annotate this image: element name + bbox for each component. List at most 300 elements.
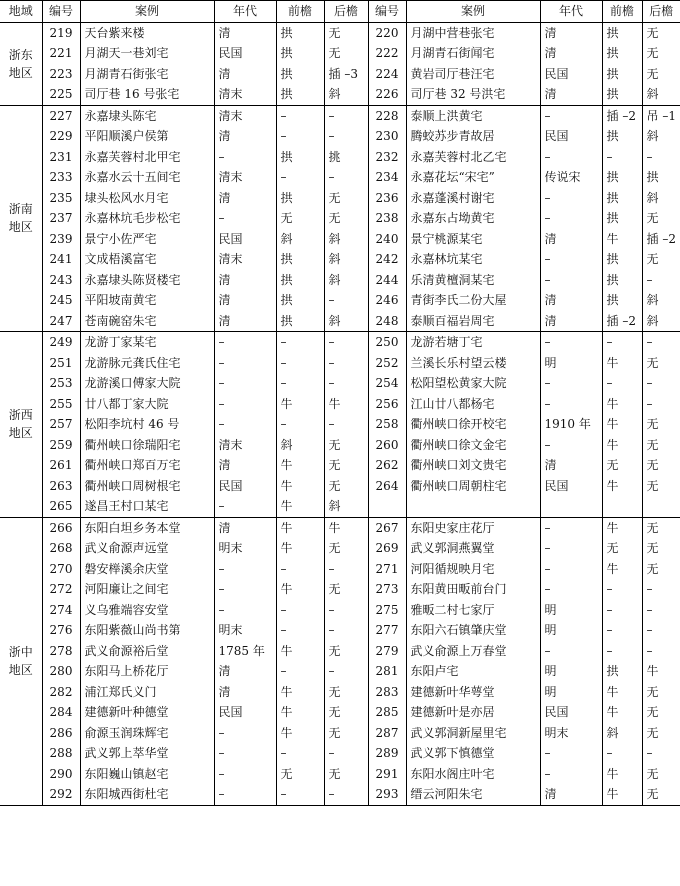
cell-front-eave-left: 牛 (276, 394, 324, 415)
cell-back-eave-left: 牛 (324, 517, 368, 538)
table-row (0, 723, 680, 744)
cell-era-right: – (540, 538, 602, 559)
cell-number-right: 246 (368, 290, 406, 311)
region-label: 浙东 地区 (0, 22, 42, 105)
cell-number-right: 281 (368, 661, 406, 682)
table-row (0, 105, 680, 126)
cell-front-eave-right: 插 –2 (602, 311, 642, 332)
cell-front-eave-right: 拱 (602, 126, 642, 147)
region-group (0, 105, 680, 332)
cell-era-left: 清末 (214, 167, 276, 188)
cell-case-right: 雅畈二村七家厅 (406, 600, 540, 621)
cell-era-right: 民国 (540, 126, 602, 147)
cell-era-left: 明末 (214, 620, 276, 641)
cell-era-right: 清 (540, 784, 602, 805)
table-row (0, 661, 680, 682)
cell-era-right: 清 (540, 43, 602, 64)
cell-era-right: 民国 (540, 476, 602, 497)
cell-front-eave-left: – (276, 332, 324, 353)
cell-front-eave-left: 拱 (276, 147, 324, 168)
cell-era-left: 清 (214, 661, 276, 682)
cell-front-eave-left: – (276, 414, 324, 435)
table-row (0, 229, 680, 250)
cell-era-left: – (214, 353, 276, 374)
cell-front-eave-left: – (276, 559, 324, 580)
cell-era-right: – (540, 764, 602, 785)
cell-number-left: 272 (49, 582, 73, 596)
cell-era-left: 清 (214, 22, 276, 43)
cell-era-right: 清 (540, 22, 602, 43)
cell-case-left: 磐安榉溪余庆堂 (80, 559, 214, 580)
table-row (0, 188, 680, 209)
cell-number-left: 288 (49, 746, 73, 760)
cell-front-eave-left: 拱 (276, 84, 324, 105)
cell-front-eave-left: – (276, 600, 324, 621)
cell-back-eave-right: – (642, 620, 680, 641)
cell-front-eave-right: 无 (602, 455, 642, 476)
cell-number-left: 245 (49, 293, 73, 307)
cell-case-left: 龙游丁家某宅 (80, 332, 214, 353)
cell-number-right: 238 (368, 208, 406, 229)
cell-number-left: 282 (49, 684, 73, 699)
cell-number-right: 226 (368, 84, 406, 105)
cell-era-left: 民国 (214, 476, 276, 497)
cell-back-eave-right: 无 (642, 764, 680, 785)
cell-era-left: 明末 (214, 538, 276, 559)
cell-case-right: 东阳水阁庄叶宅 (406, 764, 540, 785)
cell-case-right: 衢州峡口徐文金宅 (406, 435, 540, 456)
cell-front-eave-left: 斜 (276, 229, 324, 250)
cell-case-left: 永嘉芙蓉村北甲宅 (80, 147, 214, 168)
cell-case-left: 东阳巍山镇赵宅 (80, 764, 214, 785)
cell-back-eave-right: 牛 (642, 661, 680, 682)
cell-front-eave-left: – (276, 661, 324, 682)
cell-case-right: 泰顺上洪黄宅 (406, 105, 540, 126)
cell-number-left: 259 (49, 437, 73, 452)
cell-era-right: 清 (540, 229, 602, 250)
cell-back-eave-left: – (324, 290, 368, 311)
cell-number-right: 258 (368, 414, 406, 435)
cell-case-left: 衢州峡口周树根宅 (80, 476, 214, 497)
table-row (0, 290, 680, 311)
cell-front-eave-right: 拱 (602, 208, 642, 229)
cell-back-eave-right: – (642, 579, 680, 600)
header-front-eave-right: 前檐 (602, 1, 642, 23)
table-row (0, 332, 680, 353)
cell-back-eave-left: 无 (324, 435, 368, 456)
cell-era-right: 民国 (540, 702, 602, 723)
cell-back-eave-right: 无 (642, 414, 680, 435)
cell-front-eave-right: 拱 (602, 22, 642, 43)
cell-case-right: 腾蛟苏步青故居 (406, 126, 540, 147)
cell-case-right: 景宁桃源某宅 (406, 229, 540, 250)
cell-number-left: 255 (49, 396, 73, 411)
cell-back-eave-left: – (324, 743, 368, 764)
cell-number-right: 293 (368, 784, 406, 805)
cell-case-left: 浦江郑氏义门 (80, 682, 214, 703)
cell-front-eave-right: 拱 (602, 290, 642, 311)
cell-era-right: 明 (540, 661, 602, 682)
cell-front-eave-left: 拱 (276, 311, 324, 332)
cell-era-right: 传说宋 (540, 167, 602, 188)
table-row (0, 64, 680, 85)
region-group (0, 332, 680, 518)
cell-number-left: 265 (49, 499, 73, 513)
cell-back-eave-right: – (642, 600, 680, 621)
cell-back-eave-right: – (642, 641, 680, 662)
cell-era-left: 清 (214, 188, 276, 209)
header-case-right: 案例 (406, 1, 540, 23)
cell-case-right: 永嘉芙蓉村北乙宅 (406, 147, 540, 168)
cell-back-eave-left: 无 (324, 702, 368, 723)
cell-back-eave-left: 无 (324, 682, 368, 703)
cell-number-left: 221 (49, 46, 73, 60)
cell-number-right: 291 (368, 764, 406, 785)
cell-front-eave-left: 拱 (276, 188, 324, 209)
cell-front-eave-right: 牛 (602, 702, 642, 723)
cell-era-right: – (540, 270, 602, 291)
cell-back-eave-right: 斜 (642, 188, 680, 209)
cell-number-left: 278 (49, 643, 73, 658)
cell-case-left: 遂昌王村口某宅 (80, 496, 214, 517)
cell-case-left: 松阳李坑村 46 号 (80, 414, 214, 435)
cell-era-right (540, 496, 602, 517)
cell-back-eave-left: – (324, 559, 368, 580)
cell-front-eave-left: 无 (276, 764, 324, 785)
cell-case-left: 东阳城西街杜宅 (80, 784, 214, 805)
region-group (0, 22, 680, 105)
cell-case-left: 东阳马上桥花厅 (80, 661, 214, 682)
table-header (0, 1, 680, 23)
cell-front-eave-left: – (276, 743, 324, 764)
table-row (0, 620, 680, 641)
cell-era-right: – (540, 249, 602, 270)
cell-back-eave-left: – (324, 784, 368, 805)
cell-front-eave-left: – (276, 620, 324, 641)
header-row (0, 1, 680, 23)
cell-number-left: 227 (42, 105, 80, 126)
cell-era-left: 民国 (214, 229, 276, 250)
cell-back-eave-left: – (324, 414, 368, 435)
table-row (0, 311, 680, 332)
cell-era-right: – (540, 579, 602, 600)
cell-back-eave-right: 斜 (642, 126, 680, 147)
cell-front-eave-left: 拱 (276, 64, 324, 85)
cell-case-right: 月湖中营巷张宅 (406, 22, 540, 43)
cell-era-left: – (214, 208, 276, 229)
cell-number-right: 228 (368, 105, 406, 126)
cell-back-eave-right: 无 (642, 43, 680, 64)
cell-back-eave-right: 斜 (642, 84, 680, 105)
cell-back-eave-right: 无 (642, 455, 680, 476)
cell-number-right: 289 (368, 743, 406, 764)
table-row (0, 743, 680, 764)
cell-front-eave-right: – (602, 600, 642, 621)
cell-front-eave-left: 拱 (276, 22, 324, 43)
cell-front-eave-left: – (276, 167, 324, 188)
table-row (0, 22, 680, 43)
region-label: 浙南 地区 (0, 105, 42, 332)
cell-front-eave-right: 拱 (602, 64, 642, 85)
cell-number-left: 292 (49, 787, 73, 801)
cell-era-left: 清末 (214, 249, 276, 270)
cell-era-left: 清 (214, 517, 276, 538)
cell-case-right (406, 496, 540, 517)
header-front-eave-left: 前檐 (276, 1, 324, 23)
cell-era-right: – (540, 188, 602, 209)
cell-case-left: 衢州峡口郑百万宅 (80, 455, 214, 476)
cell-era-left: – (214, 559, 276, 580)
cell-case-right: 东阳六石镇肇庆堂 (406, 620, 540, 641)
cell-back-eave-right: 吊 –1 (642, 105, 680, 126)
cell-number-left: 251 (49, 355, 73, 370)
cell-back-eave-left: – (324, 620, 368, 641)
cell-case-right: 缙云河阳朱宅 (406, 784, 540, 805)
cell-number-left: 243 (49, 272, 73, 287)
table-row (0, 496, 680, 517)
cell-front-eave-right: 牛 (602, 682, 642, 703)
cell-number-right: 236 (368, 188, 406, 209)
cell-back-eave-left: 无 (324, 579, 368, 600)
table-row (0, 784, 680, 805)
cell-back-eave-left: – (324, 373, 368, 394)
cell-era-left: 清末 (214, 105, 276, 126)
cell-back-eave-right: 无 (642, 249, 680, 270)
cell-era-left: – (214, 394, 276, 415)
cell-back-eave-right: 无 (642, 476, 680, 497)
cell-case-left: 龙游溪口傅家大院 (80, 373, 214, 394)
cell-back-eave-right: 无 (642, 702, 680, 723)
cell-front-eave-right: 拱 (602, 270, 642, 291)
cell-back-eave-left: – (324, 600, 368, 621)
cell-era-left: 清 (214, 290, 276, 311)
cell-back-eave-right: 插 –2 (642, 229, 680, 250)
cell-case-right: 建德新叶华萼堂 (406, 682, 540, 703)
table-row (0, 600, 680, 621)
header-back-eave-right: 后檐 (642, 1, 680, 23)
cell-number-right: 277 (368, 620, 406, 641)
table-row (0, 517, 680, 538)
cell-era-right: – (540, 147, 602, 168)
cell-case-right: 黄岩司厅巷汪宅 (406, 64, 540, 85)
cell-case-right: 武义郭下慎德堂 (406, 743, 540, 764)
cell-front-eave-right: 牛 (602, 559, 642, 580)
cell-number-right: 283 (368, 682, 406, 703)
cell-era-left: – (214, 332, 276, 353)
cell-front-eave-left: 牛 (276, 476, 324, 497)
cell-era-right: – (540, 435, 602, 456)
cell-era-left: 清 (214, 64, 276, 85)
cell-case-right: 月湖青石街闻宅 (406, 43, 540, 64)
cell-era-left: – (214, 579, 276, 600)
cell-number-left: 266 (42, 517, 80, 538)
cell-number-left: 235 (49, 190, 73, 205)
cell-front-eave-right: 拱 (602, 167, 642, 188)
cell-case-left: 永嘉埭头陈宅 (80, 105, 214, 126)
cell-case-right: 衢州峡口刘文贵宅 (406, 455, 540, 476)
cell-number-left: 270 (49, 561, 73, 576)
cell-back-eave-left: 挑 (324, 147, 368, 168)
cell-number-right (368, 496, 406, 517)
cell-era-right: 明 (540, 353, 602, 374)
cell-case-right: 永嘉东占坳黄宅 (406, 208, 540, 229)
cell-case-left: 俞源玉润珠辉宅 (80, 723, 214, 744)
cell-number-left: 280 (49, 664, 73, 678)
table-row (0, 559, 680, 580)
table-row (0, 394, 680, 415)
cell-case-left: 廿八都丁家大院 (80, 394, 214, 415)
cell-front-eave-right: 拱 (602, 661, 642, 682)
cell-era-left: – (214, 373, 276, 394)
cell-case-right: 衢州峡口周朝柱宅 (406, 476, 540, 497)
cell-case-right: 松阳望松黄家大院 (406, 373, 540, 394)
cell-back-eave-left: – (324, 105, 368, 126)
cell-number-left: 233 (49, 170, 73, 184)
cell-era-right: 明 (540, 600, 602, 621)
cell-front-eave-right: 牛 (602, 394, 642, 415)
cell-number-left: 261 (49, 458, 73, 472)
table-row (0, 476, 680, 497)
cell-front-eave-left: 斜 (276, 435, 324, 456)
cell-case-right: 司厅巷 32 号洪宅 (406, 84, 540, 105)
cell-front-eave-right: 斜 (602, 723, 642, 744)
cell-back-eave-right: 无 (642, 559, 680, 580)
cell-number-left: 219 (49, 25, 73, 40)
cell-front-eave-left: 牛 (276, 723, 324, 744)
cell-back-eave-left: 牛 (324, 394, 368, 415)
cell-back-eave-left: 无 (324, 208, 368, 229)
cell-back-eave-left: 斜 (324, 311, 368, 332)
cell-era-left: 清末 (214, 435, 276, 456)
cell-number-right: 256 (368, 394, 406, 415)
cell-era-right: 民国 (540, 64, 602, 85)
cell-back-eave-left: 斜 (324, 229, 368, 250)
cell-back-eave-left: – (324, 353, 368, 374)
region-label: 浙中 地区 (0, 517, 42, 805)
cell-front-eave-right: 拱 (602, 249, 642, 270)
cell-number-right: 232 (368, 147, 406, 168)
cell-front-eave-left: 牛 (276, 702, 324, 723)
table-row (0, 43, 680, 64)
cell-number-left: 284 (49, 705, 73, 719)
cell-number-right: 244 (368, 270, 406, 291)
cell-era-left: – (214, 764, 276, 785)
cell-case-left: 天台紫来楼 (80, 22, 214, 43)
cell-front-eave-left: 牛 (276, 538, 324, 559)
cell-era-right: 明 (540, 620, 602, 641)
cell-era-right: – (540, 743, 602, 764)
cell-era-left: – (214, 600, 276, 621)
cell-case-left: 义乌雅端容安堂 (80, 600, 214, 621)
table-row (0, 538, 680, 559)
cell-back-eave-left: – (324, 126, 368, 147)
cell-number-right: 240 (368, 229, 406, 250)
cell-back-eave-left: 无 (324, 764, 368, 785)
cell-case-left: 龙游脉元龚氏住宅 (80, 353, 214, 374)
cell-back-eave-right: 无 (642, 208, 680, 229)
cell-number-left: 268 (49, 541, 73, 555)
cell-front-eave-left: 拱 (276, 270, 324, 291)
cell-case-right: 永嘉林坑某宅 (406, 249, 540, 270)
cell-era-left: – (214, 147, 276, 168)
cell-number-left: 253 (49, 376, 73, 390)
cell-number-right: 269 (368, 538, 406, 559)
cell-number-left: 229 (49, 129, 73, 143)
cell-era-right: 明 (540, 682, 602, 703)
cell-back-eave-right: 斜 (642, 311, 680, 332)
cell-number-left: 247 (49, 313, 73, 328)
cell-case-right: 衢州峡口徐开校宅 (406, 414, 540, 435)
cell-number-right: 285 (368, 702, 406, 723)
cell-era-left: 清 (214, 455, 276, 476)
cell-back-eave-right: – (642, 743, 680, 764)
cell-number-right: 254 (368, 373, 406, 394)
cell-era-left: – (214, 496, 276, 517)
cell-back-eave-left: 斜 (324, 270, 368, 291)
cell-front-eave-right: 牛 (602, 435, 642, 456)
cell-era-left: 清 (214, 270, 276, 291)
cell-front-eave-left: – (276, 373, 324, 394)
cell-back-eave-right: 无 (642, 353, 680, 374)
cell-front-eave-right: 牛 (602, 353, 642, 374)
cell-case-left: 文成梧溪富宅 (80, 249, 214, 270)
cell-case-left: 建德新叶种德堂 (80, 702, 214, 723)
table-row (0, 249, 680, 270)
cell-front-eave-left: 拱 (276, 290, 324, 311)
cell-era-right: 明末 (540, 723, 602, 744)
cell-era-right: 清 (540, 84, 602, 105)
header-era-right: 年代 (540, 1, 602, 23)
cell-front-eave-right: 拱 (602, 188, 642, 209)
cell-back-eave-left: 无 (324, 641, 368, 662)
cell-back-eave-left: 无 (324, 188, 368, 209)
cell-era-right: 1910 年 (540, 414, 602, 435)
cell-front-eave-right: 无 (602, 538, 642, 559)
cell-number-right: 252 (368, 353, 406, 374)
cell-front-eave-left: – (276, 126, 324, 147)
cell-number-right: 222 (368, 43, 406, 64)
header-case-left: 案例 (80, 1, 214, 23)
table-row (0, 702, 680, 723)
cell-number-right: 250 (368, 332, 406, 353)
cell-number-right: 230 (368, 126, 406, 147)
table-row (0, 414, 680, 435)
cell-front-eave-left: 牛 (276, 455, 324, 476)
cell-front-eave-right: – (602, 373, 642, 394)
cell-number-right: 260 (368, 435, 406, 456)
cell-back-eave-left: 斜 (324, 84, 368, 105)
cell-front-eave-left: 牛 (276, 579, 324, 600)
table-row (0, 147, 680, 168)
cell-case-right: 武义俞源上万春堂 (406, 641, 540, 662)
cell-back-eave-left: 斜 (324, 496, 368, 517)
cell-case-left: 河阳廉让之间宅 (80, 579, 214, 600)
cell-back-eave-left: 无 (324, 22, 368, 43)
cell-era-left: 民国 (214, 702, 276, 723)
cell-front-eave-right: – (602, 579, 642, 600)
cell-era-right: 清 (540, 290, 602, 311)
cell-back-eave-left: – (324, 167, 368, 188)
cell-back-eave-right: 无 (642, 538, 680, 559)
header-back-eave-left: 后檐 (324, 1, 368, 23)
cell-case-left: 平阳坡南黄宅 (80, 290, 214, 311)
cell-era-left: – (214, 743, 276, 764)
header-number-right: 编号 (368, 1, 406, 23)
table-row (0, 373, 680, 394)
cell-back-eave-right (642, 496, 680, 517)
cell-back-eave-left: 斜 (324, 249, 368, 270)
header-region: 地域 (8, 4, 33, 18)
